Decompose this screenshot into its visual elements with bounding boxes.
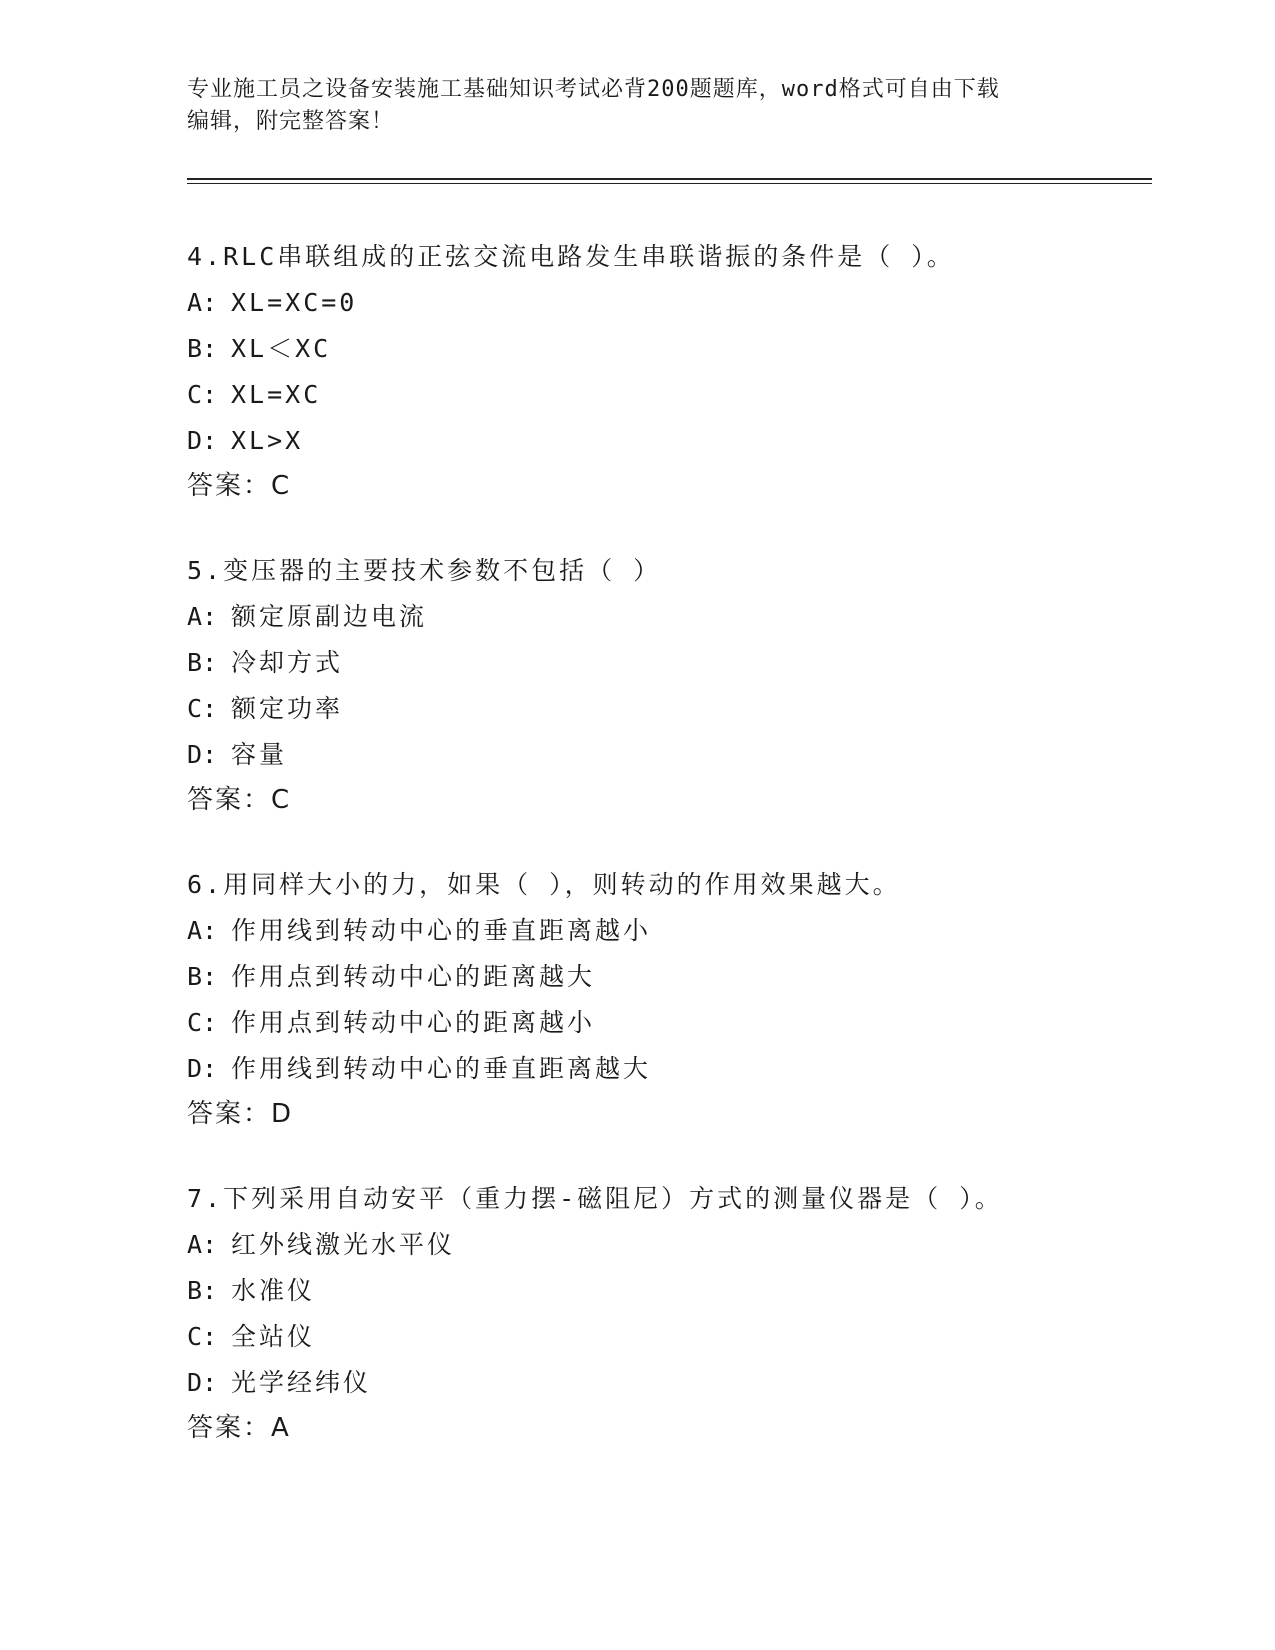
question-list <box>187 234 1147 1490</box>
question-7 <box>187 1176 1147 1450</box>
option-text: 光学经纬仪 <box>231 1368 372 1397</box>
option-b <box>187 640 1147 686</box>
option-letter: A: <box>187 288 218 317</box>
option-letter: C: <box>187 380 218 409</box>
option-text: XL>X <box>231 426 304 455</box>
option-text: XL=XC=0 <box>231 288 358 317</box>
option-text: 作用点到转动中心的距离越小 <box>231 1008 596 1037</box>
header-line-1: 专业施工员之设备安装施工基础知识考试必背200题题库，word格式可自由下载 <box>187 77 1000 102</box>
question-5 <box>187 548 1147 822</box>
option-text: 作用点到转动中心的距离越大 <box>231 962 596 991</box>
option-text: XL=XC <box>231 380 322 409</box>
answer-line: 答案：C <box>187 471 292 501</box>
option-letter: C: <box>187 694 218 723</box>
option-c <box>187 1314 1147 1360</box>
option-text: 水准仪 <box>231 1276 316 1305</box>
option-letter: D: <box>187 740 218 769</box>
option-a <box>187 594 1147 640</box>
option-text: 作用线到转动中心的垂直距离越小 <box>231 916 652 945</box>
option-d <box>187 418 1147 464</box>
answer-line: 答案：D <box>187 1099 294 1129</box>
question-4 <box>187 234 1147 508</box>
question-title: 7.下列采用自动安平（重力摆-磁阻尼）方式的测量仪器是（ ）。 <box>187 1184 1003 1213</box>
option-text: 容量 <box>231 740 288 769</box>
option-text: 额定功率 <box>231 694 344 723</box>
option-letter: B: <box>187 334 218 363</box>
option-letter: A: <box>187 1230 218 1259</box>
question-title: 6.用同样大小的力，如果（ ），则转动的作用效果越大。 <box>187 870 901 899</box>
option-a <box>187 1222 1147 1268</box>
option-letter: A: <box>187 602 218 631</box>
option-c <box>187 1000 1147 1046</box>
option-letter: D: <box>187 426 218 455</box>
option-b <box>187 326 1147 372</box>
option-c <box>187 372 1147 418</box>
option-text: 额定原副边电流 <box>231 602 428 631</box>
option-d <box>187 732 1147 778</box>
option-letter: D: <box>187 1368 218 1397</box>
option-letter: B: <box>187 962 218 991</box>
header-line-2: 编辑，附完整答案！ <box>187 109 395 134</box>
option-a <box>187 280 1147 326</box>
option-letter: C: <box>187 1008 218 1037</box>
option-text: 冷却方式 <box>231 648 344 677</box>
option-text: 全站仪 <box>231 1322 316 1351</box>
answer-line: 答案：C <box>187 785 292 815</box>
option-text: 作用线到转动中心的垂直距离越大 <box>231 1054 652 1083</box>
option-b <box>187 954 1147 1000</box>
option-letter: B: <box>187 648 218 677</box>
option-letter: A: <box>187 916 218 945</box>
header-divider-thin <box>187 183 1152 184</box>
option-text: XL＜XC <box>231 334 332 363</box>
option-letter: C: <box>187 1322 218 1351</box>
option-c <box>187 686 1147 732</box>
option-d <box>187 1360 1147 1406</box>
option-letter: D: <box>187 1054 218 1083</box>
question-title: 5.变压器的主要技术参数不包括（ ） <box>187 556 662 585</box>
option-text: 红外线激光水平仪 <box>231 1230 456 1259</box>
document-header <box>187 74 1087 138</box>
option-d <box>187 1046 1147 1092</box>
header-divider-thick <box>187 178 1152 180</box>
answer-line: 答案：A <box>187 1413 291 1443</box>
question-title: 4.RLC串联组成的正弦交流电路发生串联谐振的条件是（ ）。 <box>187 242 955 271</box>
option-a <box>187 908 1147 954</box>
option-letter: B: <box>187 1276 218 1305</box>
question-6 <box>187 862 1147 1136</box>
option-b <box>187 1268 1147 1314</box>
